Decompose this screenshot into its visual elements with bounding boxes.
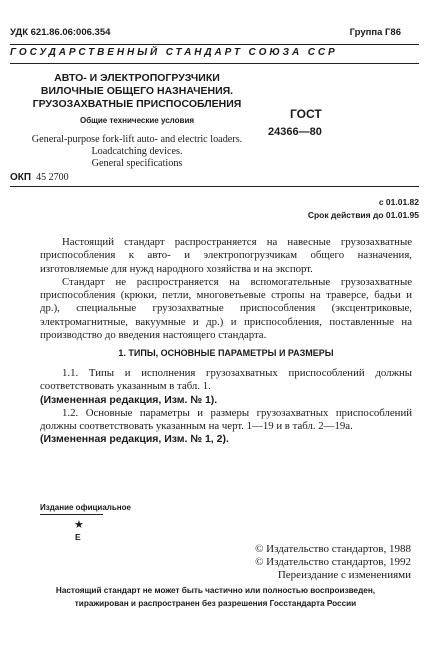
document-subtitle: Общие технические условия xyxy=(79,116,195,125)
amendment-note: (Измененная редакция, Изм. № 1). xyxy=(40,393,218,406)
scope-text xyxy=(40,236,412,342)
udk-code: УДК 621.86.06:006.354 xyxy=(10,27,111,38)
gost-number: 24366—80 xyxy=(268,126,322,138)
okp-rule xyxy=(10,186,419,187)
clause-1-1: 1.1. Типы и исполнения грузозахватных приспособлений должны соответствовать указанным в табл. 1. xyxy=(40,367,412,393)
paragraph: Стандарт не распространяется на вспомогательные грузозахватные приспособления (крюки, петли, многоветьевые стропы на траверсе, бадьи и др.), специальные грузозахватные приспособления (эксцентриковые, электромагнитные, вакуумные и др.) и приспособления, поставленные на производство до введения настоящего стандарта. xyxy=(40,275,412,342)
okp-value: 45 2700 xyxy=(36,172,69,183)
section-heading: 1. ТИПЫ, ОСНОВНЫЕ ПАРАМЕТРЫ И РАЗМЕРЫ xyxy=(118,348,334,358)
reprint-note: Переиздание с изменениями xyxy=(277,569,411,581)
star-icon: ★ xyxy=(74,519,84,531)
copyright-block xyxy=(255,543,411,582)
validity-period: Срок действия до 01.01.95 xyxy=(307,210,419,220)
notice-line1: Настоящий стандарт не может быть частично или полностью воспроизведен, xyxy=(55,586,376,595)
okp-label: ОКП xyxy=(10,172,32,183)
reproduction-notice xyxy=(0,584,431,610)
edition-letter: Е xyxy=(75,532,81,542)
notice-line2: тиражирован и распространен без разрешения Госстандарта России xyxy=(74,599,357,608)
english-title-line3: General specifications xyxy=(91,158,183,169)
document-title: АВТО- И ЭЛЕКТРОПОГРУЗЧИКИ ВИЛОЧНЫЕ ОБЩЕГО НАЗНАЧЕНИЯ. ГРУЗОЗАХВАТНЫЕ ПРИСПОСОБЛЕНИЯ xyxy=(32,72,242,110)
okp-code xyxy=(10,172,69,183)
banner-rule xyxy=(10,63,419,64)
english-title-line2: Loadcatching devices. xyxy=(91,146,183,157)
english-title-line1: General-purpose fork-lift auto- and electric loaders. xyxy=(31,134,243,145)
validity-dates xyxy=(308,196,419,222)
copyright-1988: © Издательство стандартов, 1988 xyxy=(255,543,411,555)
paragraph: Настоящий стандарт распространяется на навесные грузозахватные приспособления к авто- и электропогрузчикам общего назначения, изготовляемые для нужд народного хозяйства и на экспорт. xyxy=(40,236,412,275)
english-title xyxy=(28,134,246,170)
official-edition: Издание официальное xyxy=(40,503,131,512)
section-text xyxy=(40,367,412,447)
top-rule xyxy=(10,44,419,45)
copyright-1992: © Издательство стандартов, 1992 xyxy=(255,556,411,568)
effective-from: с 01.01.82 xyxy=(378,197,419,207)
clause-1-2: 1.2. Основные параметры и размеры грузозахватных приспособлений должны соответствовать указанным на черт. 1—19 и в табл. 2—19а. xyxy=(40,406,412,433)
edition-rule xyxy=(40,514,103,515)
gost-label: ГОСТ xyxy=(290,107,322,121)
amendment-note: (Измененная редакция, Изм. № 1, 2). xyxy=(40,433,229,446)
standard-banner: ГОСУДАРСТВЕННЫЙ СТАНДАРТ СОЮЗА ССР xyxy=(10,47,338,58)
group-code: Группа Г86 xyxy=(349,27,401,38)
